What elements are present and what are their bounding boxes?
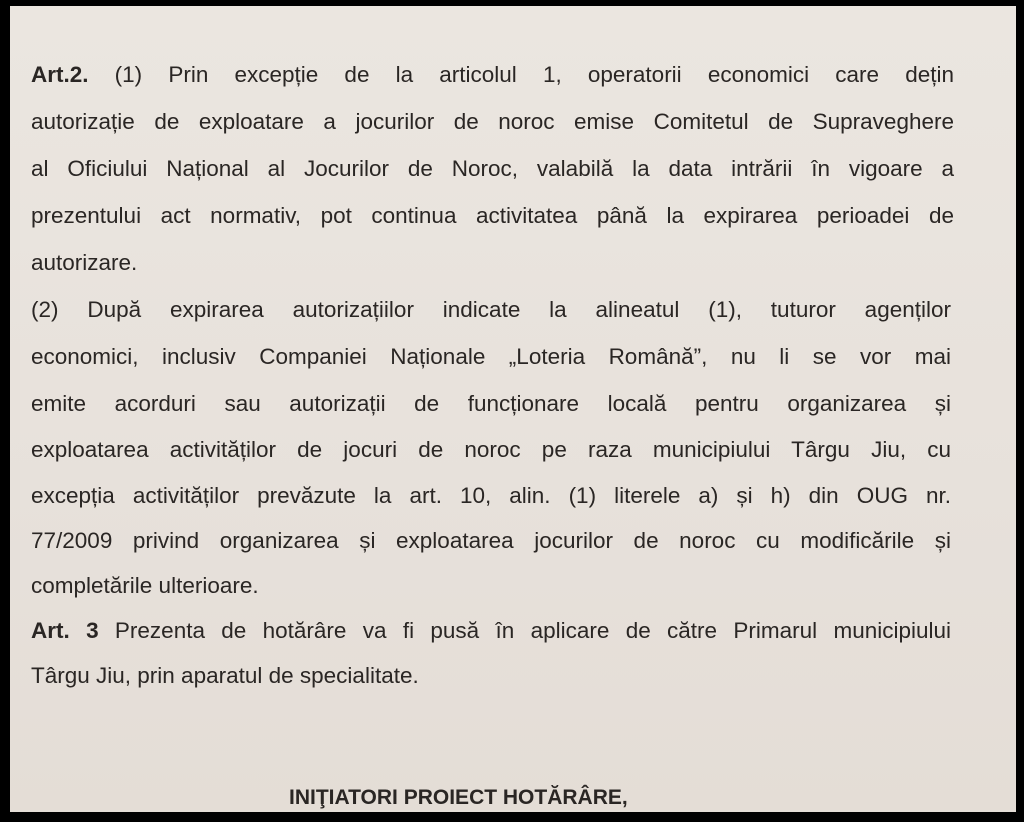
document-page — [10, 6, 1016, 812]
art2-line-9: exploatarea activităților de jocuri de noroc pe raza municipiului Târgu Jiu, cu — [31, 437, 951, 462]
art2-line-2: autorizație de exploatare a jocurilor de noroc emise Comitetul de Supraveghere — [31, 109, 954, 134]
art2-line-11: 77/2009 privind organizarea și exploatarea jocurilor de noroc cu modificările și — [31, 528, 951, 553]
art3-text-1: Prezenta de hotărâre va fi pusă în aplicare de către Primarul municipiului — [98, 618, 952, 643]
art2-line-8: emite acorduri sau autorizații de funcționare locală pentru organizarea și — [31, 391, 951, 416]
art2-line-3: al Oficiului Național al Jocurilor de Noroc, valabilă la data intrării în vigoare a — [31, 156, 954, 181]
art2-line-10: excepția activităților prevăzute la art. 10, alin. (1) literele a) și h) din OUG nr. — [31, 483, 951, 508]
art3-label: Art. 3 — [31, 618, 99, 643]
art2-line-1 — [31, 61, 954, 89]
art2-line-12: completările ulterioare. — [31, 573, 259, 598]
art2-line-7: economici, inclusiv Companiei Naționale „Loteria Română”, nu li se vor mai — [31, 344, 951, 369]
art3-line-2: Târgu Jiu, prin aparatul de specialitate. — [31, 663, 419, 688]
art2-line-5: autorizare. — [31, 250, 138, 275]
art3-line-1 — [31, 617, 951, 645]
art2-line-6: (2) După expirarea autorizațiilor indicate la alineatul (1), tuturor agenților — [31, 297, 951, 322]
art2-text-1: (1) Prin excepție de la articolul 1, operatorii economici care dețin — [88, 62, 954, 87]
art2-label: Art.2. — [31, 62, 89, 87]
art2-line-4: prezentului act normativ, pot continua activitatea până la expirarea perioadei de — [31, 203, 954, 228]
initiators-heading: INIŢIATORI PROIECT HOTĂRÂRE, — [289, 786, 628, 809]
